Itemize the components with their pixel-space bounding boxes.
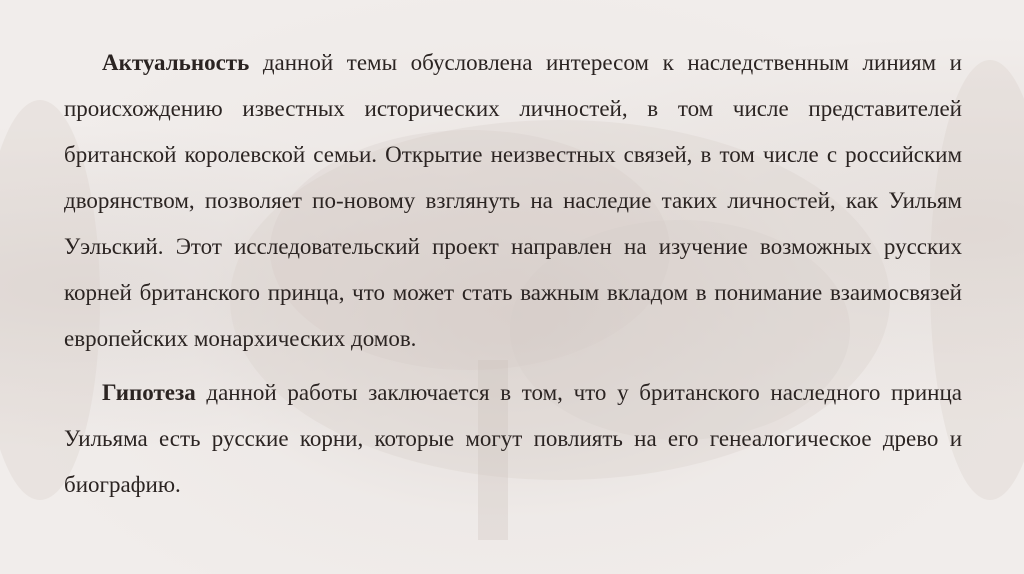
relevance-keyword: Актуальность (102, 50, 250, 75)
hypothesis-paragraph (64, 370, 962, 508)
relevance-text: данной темы обусловлена интересом к наследственным линиям и происхождению известных исторических личностей, в том числе представителей британской королевской семьи. Открытие неизвестных связей, в том числе с российским дворянством, позволяет по-новому взглянуть на наследие таких личностей, как Уильям Уэльский. Этот исследовательский проект направлен на изучение возможных русских корней британского принца, что может стать важным вкладом в понимание взаимосвязей европейских монархических домов. (64, 50, 962, 351)
text-block (64, 40, 962, 508)
hypothesis-text: данной работы заключается в том, что у британского наследного принца Уильяма есть русские корни, которые могут повлиять на его генеалогическое древо и биографию. (64, 380, 962, 497)
relevance-paragraph (64, 40, 962, 362)
hypothesis-keyword: Гипотеза (102, 380, 196, 405)
